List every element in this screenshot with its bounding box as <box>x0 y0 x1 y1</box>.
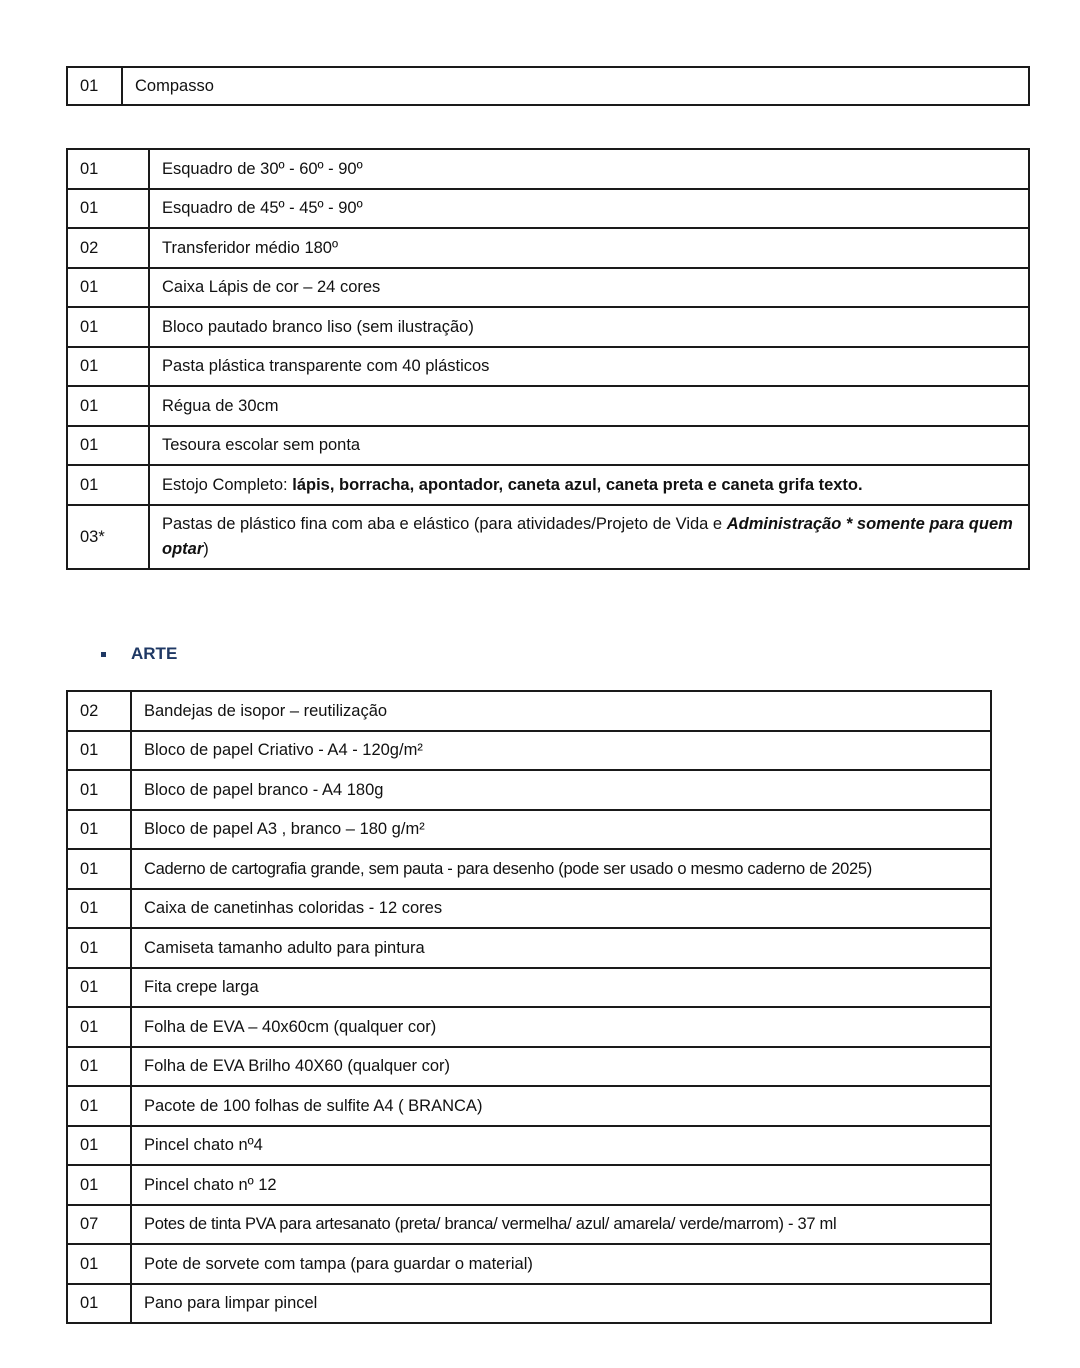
item-cell: Bloco de papel branco - A4 180g <box>131 770 991 810</box>
quantity-cell: 01 <box>67 307 149 347</box>
quantity-cell: 01 <box>67 465 149 505</box>
item-cell: Fita crepe larga <box>131 968 991 1008</box>
table-row <box>67 189 1029 229</box>
materials-table-general <box>66 148 1030 570</box>
table-row <box>67 268 1029 308</box>
item-text-suffix: ) <box>203 539 209 558</box>
item-text-bold-italic: Administração * somente para quem optar <box>162 514 1013 558</box>
table-row <box>67 386 1029 426</box>
quantity-cell: 01 <box>67 347 149 387</box>
section-heading-text: ARTE <box>131 644 178 663</box>
item-text: Estojo Completo: <box>162 475 293 494</box>
table-row <box>67 1086 991 1126</box>
table-row <box>67 228 1029 268</box>
quantity-cell: 01 <box>67 1244 131 1284</box>
quantity-cell: 02 <box>67 228 149 268</box>
item-cell: Bandejas de isopor – reutilização <box>131 691 991 731</box>
table-row <box>67 505 1029 569</box>
table-row <box>67 1126 991 1166</box>
table-row <box>67 691 991 731</box>
quantity-cell: 01 <box>67 1047 131 1087</box>
quantity-cell: 01 <box>67 810 131 850</box>
item-cell: Pote de sorvete com tampa (para guardar o material) <box>131 1244 991 1284</box>
table-row <box>67 849 991 889</box>
materials-table-compasso <box>66 66 1030 106</box>
item-cell: Pincel chato nº 12 <box>131 1165 991 1205</box>
table-row <box>67 307 1029 347</box>
quantity-cell: 01 <box>67 1126 131 1166</box>
table-row <box>67 347 1029 387</box>
table-row <box>67 1244 991 1284</box>
table-row <box>67 1205 991 1245</box>
quantity-cell: 01 <box>67 189 149 229</box>
quantity-cell: 01 <box>67 67 122 105</box>
item-cell <box>149 505 1029 569</box>
item-cell: Pincel chato nº4 <box>131 1126 991 1166</box>
quantity-cell: 01 <box>67 1165 131 1205</box>
item-cell: Esquadro de 30º - 60º - 90º <box>149 149 1029 189</box>
quantity-cell: 01 <box>67 770 131 810</box>
square-bullet-icon <box>101 652 106 657</box>
item-cell: Bloco de papel A3 , branco – 180 g/m² <box>131 810 991 850</box>
quantity-cell: 01 <box>67 849 131 889</box>
table-row <box>67 770 991 810</box>
quantity-cell: 01 <box>67 386 149 426</box>
table-row <box>67 1047 991 1087</box>
item-cell: Bloco de papel Criativo - A4 - 120g/m² <box>131 731 991 771</box>
quantity-cell: 01 <box>67 731 131 771</box>
item-cell: Caderno de cartografia grande, sem pauta - para desenho (pode ser usado o mesmo caderno de 2025) <box>131 849 991 889</box>
table-row <box>67 731 991 771</box>
quantity-cell: 01 <box>67 928 131 968</box>
item-cell: Tesoura escolar sem ponta <box>149 426 1029 466</box>
quantity-cell: 01 <box>67 1086 131 1126</box>
item-cell <box>149 465 1029 505</box>
table-row <box>67 810 991 850</box>
item-cell: Pacote de 100 folhas de sulfite A4 ( BRANCA) <box>131 1086 991 1126</box>
item-cell: Compasso <box>122 67 1029 105</box>
quantity-cell: 03* <box>67 505 149 569</box>
quantity-cell: 01 <box>67 268 149 308</box>
quantity-cell: 01 <box>67 426 149 466</box>
quantity-cell: 01 <box>67 149 149 189</box>
table-row <box>67 1007 991 1047</box>
table-row <box>67 465 1029 505</box>
item-cell: Caixa Lápis de cor – 24 cores <box>149 268 1029 308</box>
quantity-cell: 02 <box>67 691 131 731</box>
quantity-cell: 01 <box>67 1007 131 1047</box>
item-cell: Folha de EVA – 40x60cm (qualquer cor) <box>131 1007 991 1047</box>
table-row <box>67 889 991 929</box>
item-cell: Esquadro de 45º - 45º - 90º <box>149 189 1029 229</box>
table-row <box>67 1284 991 1324</box>
item-cell: Folha de EVA Brilho 40X60 (qualquer cor) <box>131 1047 991 1087</box>
quantity-cell: 01 <box>67 968 131 1008</box>
item-cell: Bloco pautado branco liso (sem ilustração) <box>149 307 1029 347</box>
table-row <box>67 968 991 1008</box>
item-cell: Camiseta tamanho adulto para pintura <box>131 928 991 968</box>
item-cell: Caixa de canetinhas coloridas - 12 cores <box>131 889 991 929</box>
materials-table-arte <box>66 690 992 1324</box>
table-row <box>67 928 991 968</box>
quantity-cell: 07 <box>67 1205 131 1245</box>
table-row <box>67 426 1029 466</box>
item-cell: Pasta plástica transparente com 40 plásticos <box>149 347 1029 387</box>
item-cell: Pano para limpar pincel <box>131 1284 991 1324</box>
item-text-bold: lápis, borracha, apontador, caneta azul, caneta preta e caneta grifa texto. <box>292 475 863 494</box>
item-cell: Transferidor médio 180º <box>149 228 1029 268</box>
quantity-cell: 01 <box>67 1284 131 1324</box>
table-row <box>67 67 1029 105</box>
table-row <box>67 1165 991 1205</box>
item-cell: Régua de 30cm <box>149 386 1029 426</box>
quantity-cell: 01 <box>67 889 131 929</box>
section-heading-arte <box>98 642 177 666</box>
table-row <box>67 149 1029 189</box>
item-text: Pastas de plástico fina com aba e elástico (para atividades/Projeto de Vida e <box>162 514 727 533</box>
item-cell: Potes de tinta PVA para artesanato (preta/ branca/ vermelha/ azul/ amarela/ verde/marrom) - 37 ml <box>131 1205 991 1245</box>
